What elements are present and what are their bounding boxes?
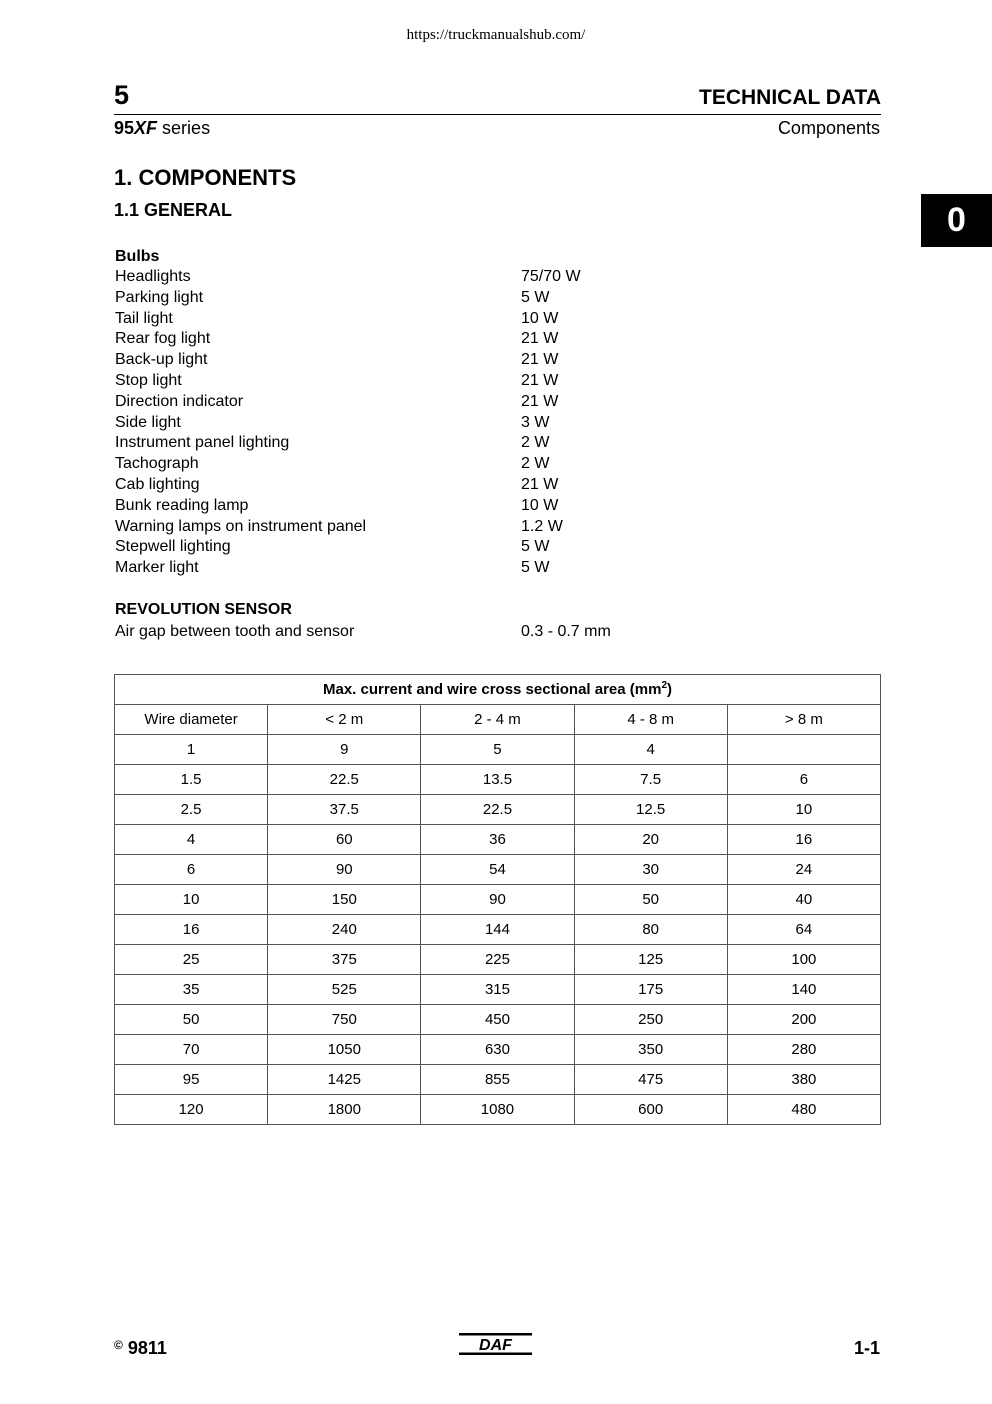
current-cell xyxy=(727,735,880,765)
bulb-row xyxy=(115,329,815,350)
wire-diameter-cell: 10 xyxy=(115,885,268,915)
table-row xyxy=(115,855,881,885)
current-cell: 480 xyxy=(727,1095,880,1125)
footer-code xyxy=(114,1338,167,1359)
bulb-row xyxy=(115,309,815,330)
current-cell: 50 xyxy=(574,885,727,915)
bulb-wattage: 2 W xyxy=(521,434,550,452)
current-cell: 1800 xyxy=(268,1095,421,1125)
bulb-label: Headlights xyxy=(115,268,191,285)
current-cell: 600 xyxy=(574,1095,727,1125)
current-cell: 22.5 xyxy=(268,765,421,795)
table-row xyxy=(115,945,881,975)
current-cell: 12.5 xyxy=(574,795,727,825)
bulb-label: Bunk reading lamp xyxy=(115,496,249,514)
column-header: Wire diameter xyxy=(115,705,268,735)
wire-diameter-cell: 120 xyxy=(115,1095,268,1125)
bulb-row xyxy=(115,413,815,434)
revolution-sensor-section xyxy=(115,599,815,643)
current-cell: 13.5 xyxy=(421,765,574,795)
current-cell: 5 xyxy=(421,735,574,765)
current-cell: 22.5 xyxy=(421,795,574,825)
bulb-row xyxy=(115,475,815,496)
series-number: 95 xyxy=(114,118,135,138)
bulb-row xyxy=(115,558,815,579)
bulb-label: Rear fog light xyxy=(115,330,211,348)
current-cell: 1425 xyxy=(268,1065,421,1095)
table-row xyxy=(115,765,881,795)
current-cell: 280 xyxy=(727,1035,880,1065)
bulb-label: Cab lighting xyxy=(115,475,200,493)
current-cell: 375 xyxy=(268,945,421,975)
series-suffix: series xyxy=(157,118,211,138)
table-row xyxy=(115,1005,881,1035)
revolution-sensor-title: REVOLUTION SENSOR xyxy=(115,601,292,618)
spec-value: 0.3 - 0.7 mm xyxy=(521,623,611,640)
copyright-symbol: © xyxy=(114,1338,123,1352)
bulb-row xyxy=(115,267,815,288)
page-number: 1-1 xyxy=(853,1338,880,1358)
bulb-label: Stepwell lighting xyxy=(115,538,231,556)
column-header: > 8 m xyxy=(727,705,880,735)
bulb-wattage: 21 W xyxy=(521,351,559,369)
caption-end: ) xyxy=(667,681,673,698)
bulb-row xyxy=(115,288,815,309)
current-cell: 450 xyxy=(421,1005,574,1035)
table-row xyxy=(115,975,881,1005)
bulb-row xyxy=(115,454,815,475)
bulb-wattage: 21 W xyxy=(521,475,559,493)
wire-diameter-cell: 50 xyxy=(115,1005,268,1035)
current-cell: 750 xyxy=(268,1005,421,1035)
current-cell: 630 xyxy=(421,1035,574,1065)
wire-diameter-cell: 70 xyxy=(115,1035,268,1065)
current-cell: 144 xyxy=(421,915,574,945)
bulbs-title: Bulbs xyxy=(115,248,160,265)
wire-diameter-cell: 1 xyxy=(115,735,268,765)
current-cell: 100 xyxy=(727,945,880,975)
current-cell: 200 xyxy=(727,1005,880,1035)
current-cell: 64 xyxy=(727,915,880,945)
caption-superscript: 2 xyxy=(661,680,668,691)
series-label xyxy=(114,118,210,139)
series-model: XF xyxy=(134,118,158,138)
spec-row xyxy=(115,621,815,643)
daf-logo xyxy=(459,1333,532,1355)
wire-diameter-cell: 1.5 xyxy=(115,765,268,795)
current-cell: 1080 xyxy=(421,1095,574,1125)
bulb-row xyxy=(115,517,815,538)
current-cell: 20 xyxy=(574,825,727,855)
bulb-row xyxy=(115,350,815,371)
current-cell: 125 xyxy=(574,945,727,975)
current-cell: 7.5 xyxy=(574,765,727,795)
table-caption xyxy=(115,675,881,705)
caption-text: Max. current and wire cross sectional area (mm xyxy=(322,681,662,698)
bulb-wattage: 1.2 W xyxy=(521,517,563,535)
column-header: 2 - 4 m xyxy=(421,705,574,735)
bulb-wattage: 5 W xyxy=(521,538,550,556)
bulb-label: Tachograph xyxy=(115,455,199,473)
table-row xyxy=(115,825,881,855)
current-cell: 9 xyxy=(268,735,421,765)
footer-code-text: 9811 xyxy=(127,1338,167,1358)
table-row xyxy=(115,915,881,945)
current-cell: 37.5 xyxy=(268,795,421,825)
current-cell: 150 xyxy=(268,885,421,915)
current-cell: 380 xyxy=(727,1065,880,1095)
header-rule xyxy=(114,114,881,115)
logo-text: DAF xyxy=(479,1337,512,1354)
chapter-tab-marker: 0 xyxy=(921,194,992,247)
bulb-label: Back‑up light xyxy=(115,351,208,369)
bulb-wattage: 10 W xyxy=(521,309,559,327)
wire-diameter-cell: 16 xyxy=(115,915,268,945)
bulb-wattage: 21 W xyxy=(521,392,559,410)
current-cell: 475 xyxy=(574,1065,727,1095)
current-cell: 36 xyxy=(421,825,574,855)
bulb-wattage: 21 W xyxy=(521,371,559,389)
wire-diameter-cell: 4 xyxy=(115,825,268,855)
table-row xyxy=(115,1035,881,1065)
current-cell: 175 xyxy=(574,975,727,1005)
bulbs-section xyxy=(115,246,815,579)
current-cell: 30 xyxy=(574,855,727,885)
bulb-label: Parking light xyxy=(115,288,204,306)
bulb-row xyxy=(115,537,815,558)
table-row xyxy=(115,885,881,915)
current-cell: 4 xyxy=(574,735,727,765)
chapter-number: 5 xyxy=(114,80,130,110)
bulb-wattage: 21 W xyxy=(521,330,559,348)
table-row xyxy=(115,1065,881,1095)
current-cell: 140 xyxy=(727,975,880,1005)
bulb-label: Stop light xyxy=(115,371,182,389)
current-cell: 6 xyxy=(727,765,880,795)
current-cell: 54 xyxy=(421,855,574,885)
bulb-label: Warning lamps on instrument panel xyxy=(115,517,367,535)
table-row xyxy=(115,795,881,825)
current-cell: 40 xyxy=(727,885,880,915)
current-cell: 24 xyxy=(727,855,880,885)
bulb-row xyxy=(115,392,815,413)
wire-diameter-cell: 95 xyxy=(115,1065,268,1095)
bulb-label: Direction indicator xyxy=(115,392,244,410)
current-cell: 1050 xyxy=(268,1035,421,1065)
current-cell: 250 xyxy=(574,1005,727,1035)
bulb-wattage: 5 W xyxy=(521,559,550,577)
wire-current-table xyxy=(114,674,881,1125)
current-cell: 90 xyxy=(421,885,574,915)
source-url: https://truckmanualshub.com/ xyxy=(406,27,586,43)
bulb-wattage: 3 W xyxy=(521,413,550,431)
column-header: < 2 m xyxy=(268,705,421,735)
current-cell: 240 xyxy=(268,915,421,945)
current-cell: 10 xyxy=(727,795,880,825)
bulb-row xyxy=(115,496,815,517)
current-cell: 60 xyxy=(268,825,421,855)
table-row xyxy=(115,735,881,765)
table-header-row xyxy=(115,705,881,735)
column-header: 4 - 8 m xyxy=(574,705,727,735)
bulb-wattage: 10 W xyxy=(521,496,559,514)
current-cell: 225 xyxy=(421,945,574,975)
heading-components: 1. COMPONENTS xyxy=(114,165,297,190)
current-cell: 855 xyxy=(421,1065,574,1095)
current-cell: 350 xyxy=(574,1035,727,1065)
wire-diameter-cell: 2.5 xyxy=(115,795,268,825)
bulb-label: Side light xyxy=(115,413,181,431)
current-cell: 315 xyxy=(421,975,574,1005)
bulb-label: Tail light xyxy=(115,309,173,327)
spec-label: Air gap between tooth and sensor xyxy=(115,623,355,640)
section-title: TECHNICAL DATA xyxy=(699,86,881,109)
bulb-label: Marker light xyxy=(115,559,199,577)
table-row xyxy=(115,1095,881,1125)
bulb-row xyxy=(115,371,815,392)
current-cell: 90 xyxy=(268,855,421,885)
wire-diameter-cell: 25 xyxy=(115,945,268,975)
bulb-label: Instrument panel lighting xyxy=(115,434,290,452)
current-cell: 525 xyxy=(268,975,421,1005)
page-subtitle: Components xyxy=(777,118,880,138)
current-cell: 16 xyxy=(727,825,880,855)
current-cell: 80 xyxy=(574,915,727,945)
wire-diameter-cell: 35 xyxy=(115,975,268,1005)
bulb-wattage: 2 W xyxy=(521,455,550,473)
bulb-row xyxy=(115,433,815,454)
wire-diameter-cell: 6 xyxy=(115,855,268,885)
bulb-wattage: 5 W xyxy=(521,288,550,306)
bulb-wattage: 75/70 W xyxy=(521,268,581,285)
heading-general: 1.1 GENERAL xyxy=(114,200,233,220)
